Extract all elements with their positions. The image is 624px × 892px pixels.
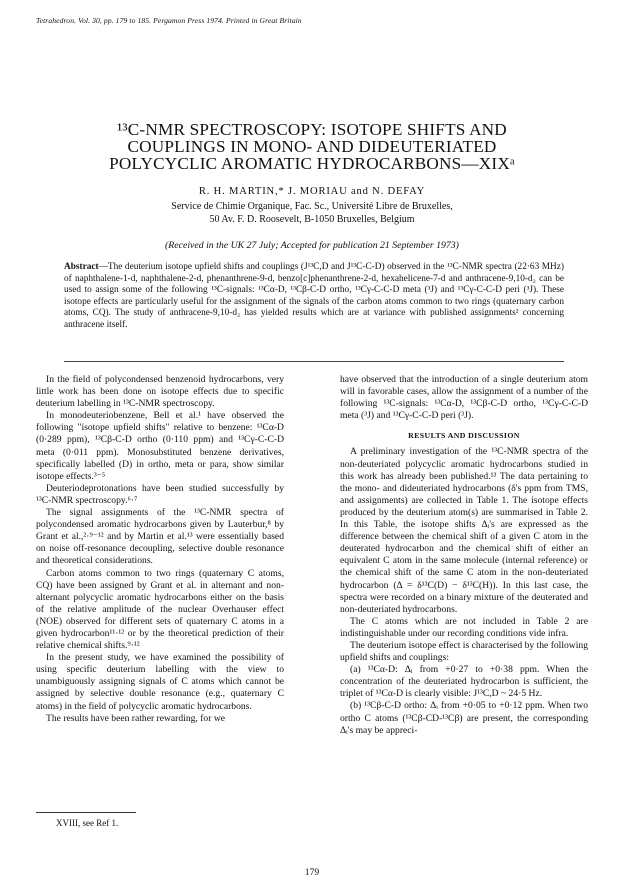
- body-paragraph: In the present study, we have examined the possibility of using specific deuterium labelling with the view to unambiguously assigning signals of C atoms which cannot be assigned by selective double resonance (e.g., quaternary C atoms) in the field of polycyclic aromatic hydrocarbons.: [36, 652, 284, 712]
- body-paragraph: (a) ¹³Cα-D: Δᵢ from +0·27 to +0·38 ppm. When the concentration of the deuteriated hydrocarbon is sufficient, the triplet of ¹³Cα-D is clearly visible: J¹³C,D ~ 24·5 Hz.: [340, 664, 588, 700]
- title-line-3: POLYCYCLIC AROMATIC HYDROCARBONS—XIXᵃ: [109, 154, 515, 174]
- body-paragraph: The results have been rather rewarding, for we: [46, 712, 226, 724]
- section-heading: RESULTS AND DISCUSSION: [408, 431, 520, 441]
- body-paragraph: The deuterium isotope effect is characterised by the following upfield shifts and couplings:: [340, 639, 588, 664]
- body-paragraph: have observed that the introduction of a single deuterium atom will in favorable cases, allow the assignment of a number of the following ¹³C-signals: ¹³Cα-D, ¹³Cβ-C-D ortho, ¹³Cγ-C-C-D meta (³J) and ¹³Cγ-C-C-D peri (³J).: [340, 374, 588, 422]
- left-column: [36, 374, 284, 725]
- received-dates: (Received in the UK 27 July; Accepted for publication 21 September 1973): [165, 240, 459, 251]
- abstract-label: Abstract: [64, 262, 99, 272]
- title-line-1: ¹³C-NMR SPECTROSCOPY: ISOTOPE SHIFTS AND: [117, 120, 507, 139]
- body-paragraph: Deuteriodeprotonations have been studied successfully by ¹³C-NMR spectroscopy.⁶·⁷: [36, 482, 284, 506]
- page-number: 179: [304, 867, 320, 878]
- article-title: [40, 121, 584, 173]
- abstract-text: —The deuterium isotope upfield shifts and couplings (J¹³C,D and J¹³C-C-D) observed in the ¹³C-NMR spectra (22·63 MHz) of naphthalene-1-d, naphthalene-2-d, phenanthrene-9-d, benzo[c]phenanthrene-2-d, hexahelicene-7-d and anthracene-9,10-d₂ can be used to assign some of the following ¹³C-signals: ¹³Cα-D, ¹³Cβ-C-D ortho, ¹³Cγ-C-C-D meta (³J) and ¹³Cγ-C-C-D peri (³J). These isotope effects are particularly useful for the assignment of the signals of the carbon atoms common to two rings (quaternary carbon atoms, CQ). The study of anthracene-9,10-d₂ has yielded results which are at variance with published assignments² concerning anthracene itself.: [64, 262, 564, 330]
- body-paragraph: The C atoms which are not included in Table 2 are indistinguishable under our recording conditions vide infra.: [340, 615, 588, 639]
- footnote-rule: [36, 812, 136, 813]
- affiliation-line-1: Service de Chimie Organique, Fac. Sc., Université Libre de Bruxelles,: [171, 201, 453, 212]
- body-paragraph: Carbon atoms common to two rings (quaternary C atoms, CQ) have been assigned by Grant et al. in alternant and non-alternant polycyclic aromatic hydrocarbons either on the basis of the relative amplitude of the nuclear Overhauser effect (NOE) observed for different sets of quaternary C atoms in a given hydrocarbon¹¹·¹² or by the theoretical prediction of their relative chemical shifts.⁹·¹²: [36, 567, 284, 652]
- title-line-2: COUPLINGS IN MONO- AND DIDEUTERIATED: [127, 137, 497, 157]
- affiliation-line-2: 50 Av. F. D. Roosevelt, B-1050 Bruxelles, Belgium: [209, 213, 415, 225]
- authors: R. H. MARTIN,* J. MORIAU and N. DEFAY: [198, 186, 426, 197]
- body-paragraph: In the field of polycondensed benzenoid hydrocarbons, very little work has been done on isotope effects due to specific deuterium labelling in ¹³C-NMR spectroscopy.: [36, 374, 284, 410]
- footnote: XVIII, see Ref 1.: [56, 818, 119, 828]
- abstract: [64, 262, 564, 332]
- body-paragraph: (b) ¹³Cβ-C-D ortho: Δᵢ from +0·05 to +0·12 ppm. When two ortho C atoms (¹³Cβ-CD-¹³Cβ) are present, the corresponding Δᵢ's may be appreci-: [340, 700, 588, 736]
- body-paragraph: In monodeuteriobenzene, Bell et al.¹ have observed the following "isotope upfield shifts" relative to benzene: ¹³Cα-D (0·289 ppm), ¹³Cβ-C-D ortho (0·110 ppm) and ¹³Cγ-C-C-D meta (0·011 ppm). Monosubstituted benzene derivatives, specifically labelled (D) in ortho, meta or para, show similar isotope effects.³⁻⁵: [36, 410, 284, 482]
- running-head: Tetrahedron. Vol. 30, pp. 179 to 185. Pergamon Press 1974. Printed in Great Britain: [36, 16, 302, 25]
- right-column: [340, 374, 588, 737]
- body-paragraph: A preliminary investigation of the ¹³C-NMR spectra of the non-deuteriated polycyclic aromatic hydrocarbons studied in this work has already been published.¹³ The data pertaining to the mono- and dideuteriated hydrocarbons (δ's ppm from TMS, and assignments) are collected in Table 1. The isotope effects produced by the deuterium atom(s) are summarised in Table 2. In this Table, the isotope shifts Δᵢ's are expressed as the difference between the chemical shift of a given C atom in the deuterated hydrocarbon and the chemical shift of either an equivalent C atom in the same molecule (internal reference) or the chemical shift of the same C atom in the non-deuteriated hydrocarbon (Δ = δ¹³C(D) − δ¹³C(H)). In this last case, the spectra were recorded on a binary mixture of the deuterated and non-deuteriated hydrocarbons.: [340, 446, 588, 615]
- body-paragraph: The signal assignments of the ¹³C-NMR spectra of polycondensed aromatic hydrocarbons given by Lauterbur,⁸ by Grant et al.,²·⁹⁻¹² and by Martin et al.¹³ were essentially based on noise off-resonance decoupling, selective double resonance and theoretical considerations.: [36, 507, 284, 567]
- abstract-rule: [64, 361, 564, 362]
- affiliation: [40, 201, 584, 226]
